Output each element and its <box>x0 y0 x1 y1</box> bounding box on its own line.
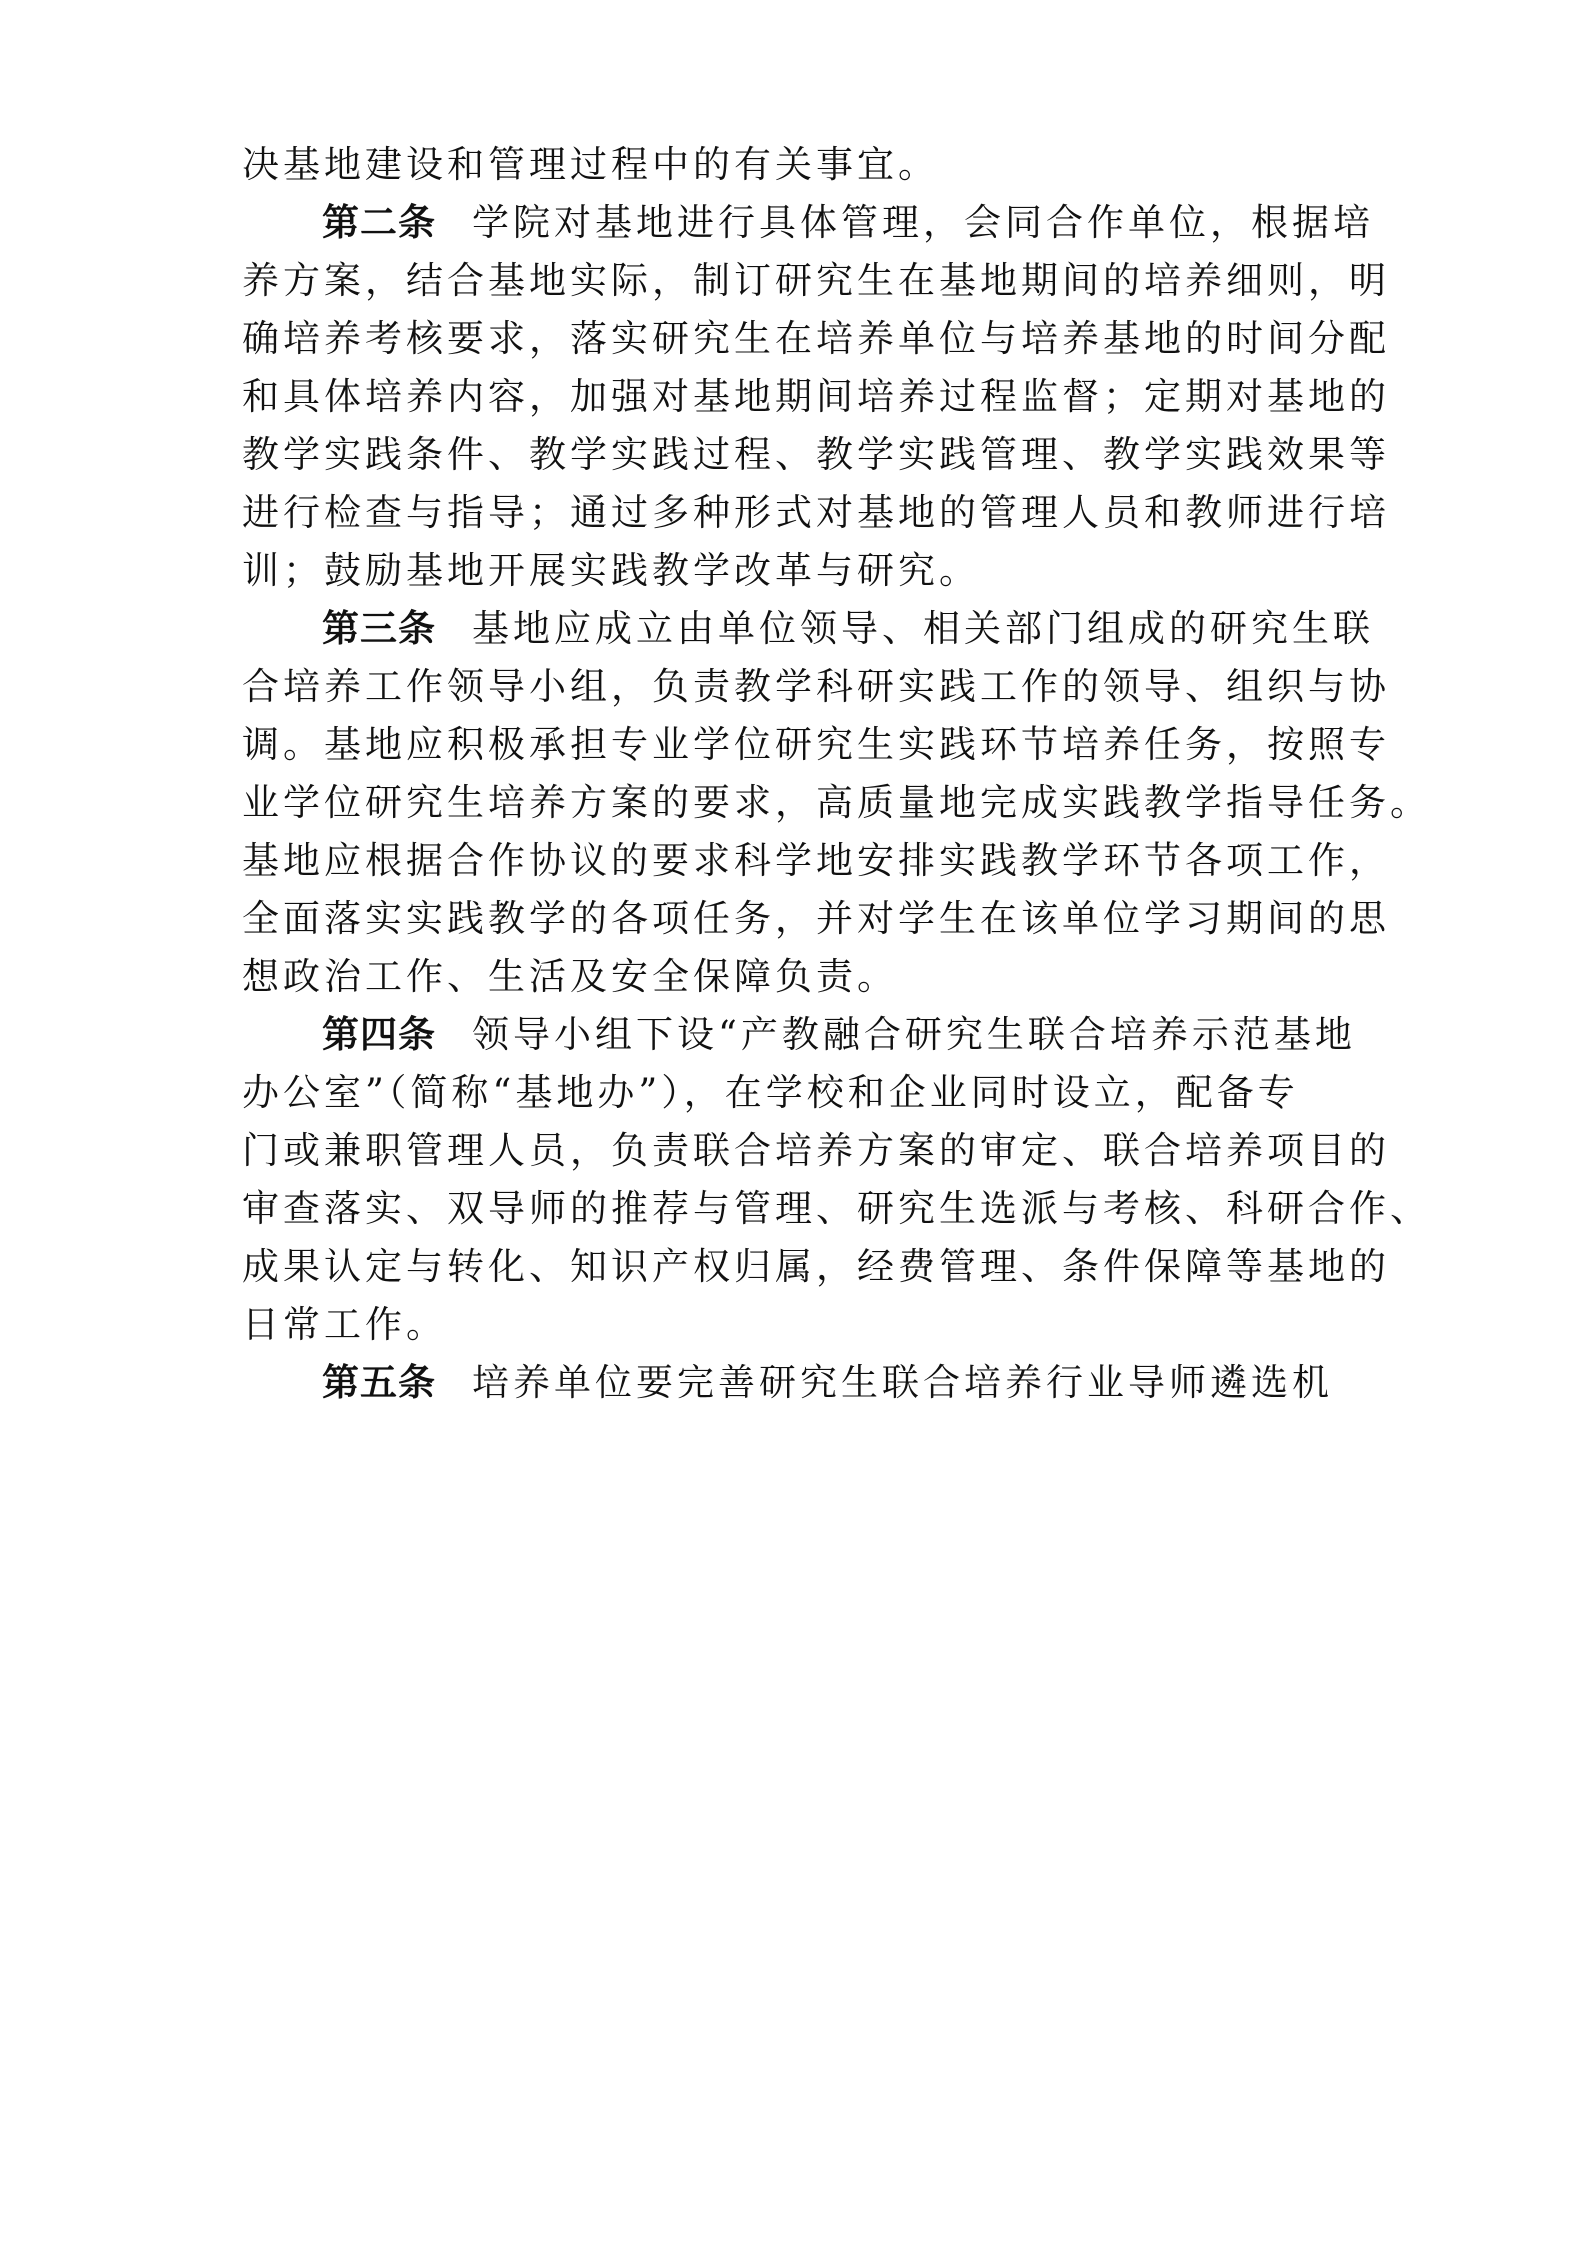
text-line: 想政治工作、生活及安全保障负责。 <box>242 955 898 998</box>
text-line: 合培养工作领导小组，负责教学科研实践工作的领导、组织与协 <box>242 665 1390 708</box>
text-line: 调。基地应积极承担专业学位研究生实践环节培养任务，按照专 <box>242 723 1390 766</box>
text-line: 养方案，结合基地实际，制订研究生在基地期间的培养细则，明 <box>242 259 1390 302</box>
article-4-label: 第四条 <box>322 1013 436 1056</box>
text-line: 办公室”（简称“基地办”），在学校和企业同时设立，配备专 <box>242 1071 1299 1114</box>
text-line: 确培养考核要求，落实研究生在培养单位与培养基地的时间分配 <box>242 317 1390 360</box>
article-2-first-line <box>322 198 1442 248</box>
text-line: 培养单位要完善研究生联合培养行业导师遴选机 <box>472 1361 1333 1404</box>
text-line: 门或兼职管理人员，负责联合培养方案的审定、联合培养项目的 <box>242 1129 1390 1172</box>
text-line: 学院对基地进行具体管理，会同合作单位，根据培 <box>472 201 1374 244</box>
text-line: 教学实践条件、教学实践过程、教学实践管理、教学实践效果等 <box>242 433 1390 476</box>
text-line: 和具体培养内容，加强对基地期间培养过程监督；定期对基地的 <box>242 375 1390 418</box>
article-2-label: 第二条 <box>322 201 436 244</box>
article-4-first-line <box>322 1010 1442 1060</box>
text-line: 决基地建设和管理过程中的有关事宜。 <box>242 143 939 186</box>
text-line: 基地应根据合作协议的要求科学地安排实践教学环节各项工作， <box>242 839 1390 882</box>
article-5-label: 第五条 <box>322 1361 436 1404</box>
text-line: 领导小组下设“产教融合研究生联合培养示范基地 <box>472 1013 1356 1056</box>
article-3-first-line <box>322 604 1442 654</box>
text-line: 业学位研究生培养方案的要求，高质量地完成实践教学指导任务。 <box>242 781 1431 824</box>
text-line: 全面落实实践教学的各项任务，并对学生在该单位学习期间的思 <box>242 897 1390 940</box>
text-line: 日常工作。 <box>242 1303 447 1346</box>
text-line: 进行检查与指导；通过多种形式对基地的管理人员和教师进行培 <box>242 491 1390 534</box>
text-line: 训；鼓励基地开展实践教学改革与研究。 <box>242 549 980 592</box>
text-line: 成果认定与转化、知识产权归属，经费管理、条件保障等基地的 <box>242 1245 1390 1288</box>
article-5-first-line <box>322 1358 1442 1408</box>
text-line: 基地应成立由单位领导、相关部门组成的研究生联 <box>472 607 1374 650</box>
article-3-label: 第三条 <box>322 607 436 650</box>
text-line: 审查落实、双导师的推荐与管理、研究生选派与考核、科研合作、 <box>242 1187 1431 1230</box>
